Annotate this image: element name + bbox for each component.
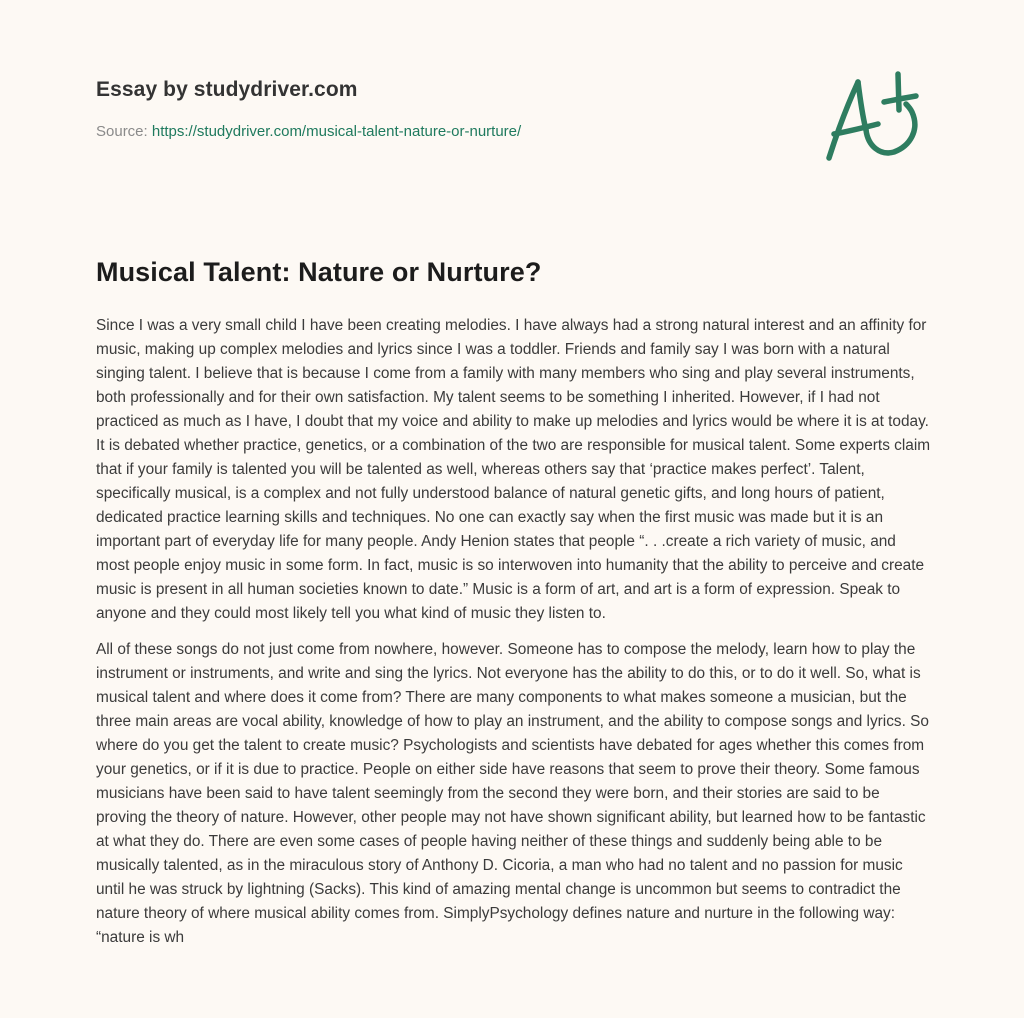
a-plus-grade-icon (822, 66, 930, 166)
essay-paragraph: Since I was a very small child I have been creating melodies. I have always had a strong natural interest and an affinity for music, making up complex melodies and lyrics since I was a toddler. Friends and family say I was born with a natural singing talent. I believe that is because I come from a family with many members who sing and play several instruments, both professionally and for their own satisfaction. My talent seems to be something I inherited. However, if I had not practiced as much as I have, I doubt that my voice and ability to make up melodies and lyrics would be where it is at today. It is debated whether practice, genetics, or a combination of the two are responsible for musical talent. Some experts claim that if your family is talented you will be talented as well, whereas others say that ‘practice makes perfect’. Talent, specifically musical, is a complex and not fully understood balance of natural genetic gifts, and long hours of patient, dedicated practice learning skills and techniques. No one can exactly say when the first music was made but it is an important part of everyday life for many people. Andy Henion states that people “. . .create a rich variety of music, and most people enjoy music in some form. In fact, music is so interwoven into humanity that the ability to perceive and create music is present in all human societies known to date.” Music is a form of art, and art is a form of expression. Speak to anyone and they could most likely tell you what kind of music they listen to. (96, 317, 931, 622)
source-label: Source: (96, 123, 148, 140)
source-link[interactable]: https://studydriver.com/musical-talent-nature-or-nurture/ (151, 123, 522, 140)
essay-body (96, 314, 932, 962)
page-header (96, 76, 796, 142)
source-line (96, 122, 796, 142)
essay-paragraph: All of these songs do not just come from nowhere, however. Someone has to compose the melody, learn how to play the instrument or instruments, and write and sing the lyrics. Not everyone has the ability to do this, or to do it well. So, what is musical talent and where does it come from? There are many components to what makes someone a musician, but the three main areas are vocal ability, knowledge of how to play an instrument, and the ability to compose songs and lyrics. So where do you get the talent to create music? Psychologists and scientists have debated for ages whether this comes from your genetics, or if it is due to practice. People on either side have reasons that seem to prove their theory. Some famous musicians have been said to have talent seemingly from the second they were born, and their stories are said to be proving the theory of nature. However, other people may not have shown significant ability, but learned how to be fantastic at what they do. There are even some cases of people having neither of these things and suddenly being able to be musically talented, as in the miraculous story of Anthony D. Cicoria, a man who had no talent and no passion for music until he was struck by lightning (Sacks). This kind of amazing mental change is uncommon but seems to contradict the nature theory of where musical ability comes from. SimplyPsychology defines nature and nurture in the following way: “nature is wh (96, 641, 929, 946)
essay-title: Musical Talent: Nature or Nurture? (96, 257, 542, 287)
site-title: Essay by studydriver.com (96, 78, 358, 101)
